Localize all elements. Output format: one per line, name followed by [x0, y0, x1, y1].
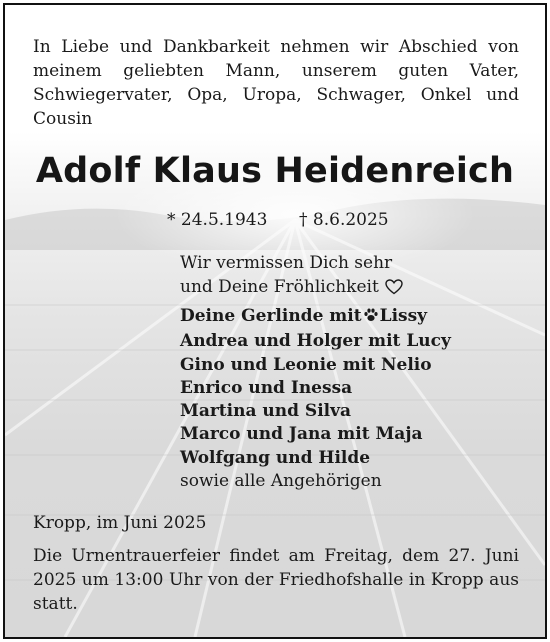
notice-line: 2025 um 13:00 Uhr von der Friedhofshalle in Kropp aus — [33, 570, 519, 590]
paw-print-icon — [363, 307, 379, 330]
place-date: Kropp, im Juni 2025 — [33, 513, 207, 533]
family-member-text: Lissy — [379, 306, 428, 326]
funeral-notice — [33, 544, 519, 616]
memorial-verse — [180, 251, 403, 302]
intro-line: meinem geliebten Mann, unserem guten Vater, — [33, 61, 519, 81]
verse-line — [180, 275, 403, 302]
family-member: Marco und Jana mit Maja — [180, 424, 423, 445]
relatives-line: sowie alle Angehörigen — [180, 471, 382, 492]
obituary-notice — [3, 3, 547, 639]
notice-line: Die Urnentrauerfeier findet am Freitag, dem 27. Juni — [33, 546, 519, 566]
deceased-name: Adolf Klaus Heidenreich — [35, 151, 515, 191]
intro-line: In Liebe und Dankbarkeit nehmen wir Abschied von — [33, 37, 519, 57]
family-member-text: Deine Gerlinde mit — [180, 306, 362, 326]
family-member: Martina und Silva — [180, 401, 352, 422]
intro-text — [33, 35, 519, 131]
family-member: Wolfgang und Hilde — [180, 447, 371, 468]
family-member — [180, 305, 451, 330]
notice-line: statt. — [33, 594, 78, 614]
family-member: Enrico und Inessa — [180, 377, 353, 398]
intro-line: Cousin — [33, 109, 93, 129]
birth-date: * 24.5.1943 — [167, 210, 268, 230]
verse-line: Wir vermissen Dich sehr — [180, 253, 393, 273]
family-list — [180, 305, 451, 493]
family-member: Gino und Leonie mit Nelio — [180, 354, 432, 375]
verse-line-text: und Deine Fröhlichkeit — [180, 277, 379, 297]
death-date: † 8.6.2025 — [299, 210, 389, 230]
intro-line: Schwiegervater, Opa, Uropa, Schwager, Onkel und — [33, 85, 519, 105]
family-member: Andrea und Holger mit Lucy — [180, 331, 451, 352]
heart-outline-icon — [385, 278, 403, 302]
